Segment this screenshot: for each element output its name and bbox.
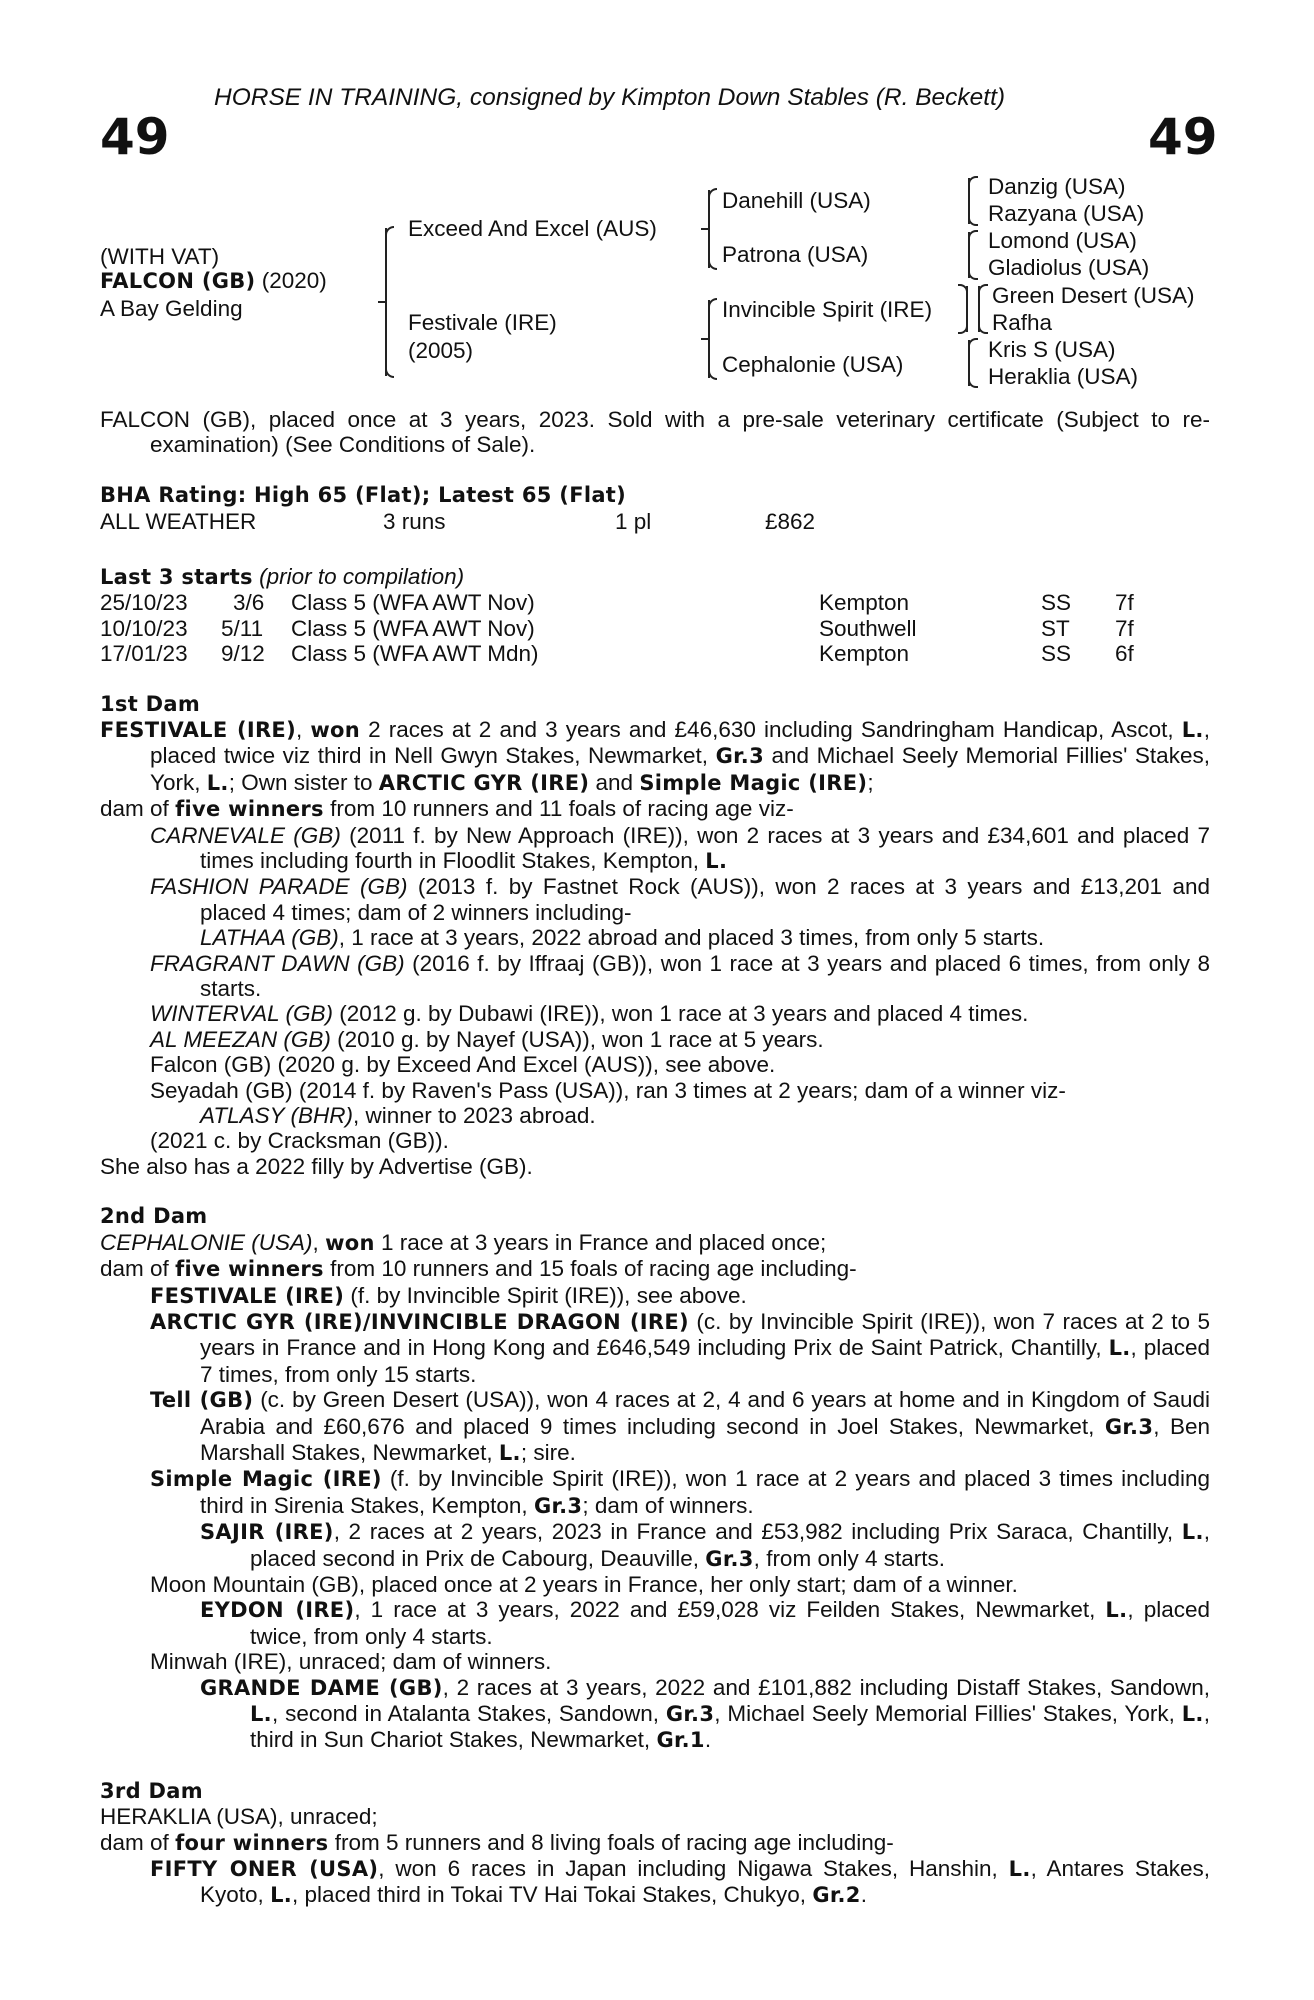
start-distance: 7f [1115,590,1134,616]
starts-note: (prior to compilation) [259,564,465,589]
produce-name: FESTIVALE (IRE) [150,1283,345,1308]
start-distance: 6f [1115,641,1134,667]
dam: Festivale (IRE) [408,310,557,335]
dam-dam-dam: Heraklia (USA) [988,364,1139,389]
produce-text: Moon Mountain (GB), placed once at 2 years in France, her only start; dam of a winner. [150,1571,1018,1597]
dam3-heading: 3rd Dam [100,1778,203,1803]
dam3-text: from 5 runners and 8 living foals of racing age including- [334,1829,894,1855]
produce-name: FASHION PARADE (GB) [150,874,408,900]
produce-text: (2011 f. by New Approach (IRE)), won 2 races at 3 years and £34,601 and placed 7 times including fourth in Floodlit Stakes, Kempton, [200,822,1210,874]
produce-item [100,1078,1210,1103]
produce-item: Tell (GB) (c. by Green Desert (USA)), won 4 races at 2, 4 and 6 years at home and in Kingdom of Saudi Arabia and £60,676 and placed 9 times including second in Joel Stakes, Newmarket, Gr.3, Ben Marshall Stakes, Newmarket, L.; sire. [150,1387,1210,1465]
start-date: 10/10/23 [100,615,188,641]
dam3-name: HERAKLIA (USA), unraced; [100,1804,378,1830]
produce-name: EYDON (IRE) [200,1598,355,1623]
dam-year: (2005) [408,338,474,363]
produce-name: CARNEVALE (GB) [150,822,341,848]
produce-text: (f. by Invincible Spirit (IRE)), see above. [350,1282,747,1308]
horse-name: FALCON (GB) [100,269,256,293]
page-header: HORSE IN TRAINING, consigned by Kimpton Down Stables (R. Beckett) [214,84,1006,111]
dam-sire-sire: Green Desert (USA) [992,283,1195,308]
start-race: Class 5 (WFA AWT Nov) [291,615,535,641]
horse-description: A Bay Gelding [100,296,243,321]
start-date: 25/10/23 [100,590,188,616]
rating-placed: 1 pl [615,508,652,534]
listed-mark: L. [1181,1520,1204,1545]
group3-mark: Gr.3 [705,1546,754,1571]
produce-item [100,925,1210,950]
dam1-won: won [310,717,361,742]
dam-dam: Cephalonie (USA) [722,352,904,377]
dam1-name: FESTIVALE (IRE) [100,717,296,742]
start-date: 17/01/23 [100,641,188,667]
dam-dam-sire: Kris S (USA) [988,337,1116,362]
produce-text: , won 6 races in Japan including Nigawa Stakes, Hanshin, [378,1856,998,1882]
start-race: Class 5 (WFA AWT Nov) [291,590,535,616]
dam1-text: placed twice viz third in Nell Gwyn Stakes, Newmarket, [150,743,709,769]
produce-name: SAJIR (IRE) [200,1520,334,1545]
dam1-text: and Michael Seely Memorial Fillies' Stakes, York, [150,743,1210,795]
produce-name: Tell (GB) [150,1388,254,1413]
dam1-text: from 10 runners and 11 foals of racing age viz- [330,796,794,822]
dam-sire: Invincible Spirit (IRE) [722,297,933,322]
rating-heading: BHA Rating: High 65 (Flat); Latest 65 (Flat) [100,483,627,508]
dam1-winners: five winners [175,797,324,822]
produce-text: second in Atalanta Stakes, Sandown, [285,1701,659,1727]
produce-text: Ben Marshall Stakes, Newmarket, [200,1413,1210,1465]
produce-text: , 1 race at 3 years, 2022 and £59,028 viz Feilden Stakes, Newmarket, [354,1597,1096,1623]
vat-label: (WITH VAT) [100,244,220,269]
rating-prize: £862 [765,508,816,534]
dam2-winners: five winners [175,1257,324,1282]
produce-name: FIFTY ONER (USA) [150,1857,379,1882]
sire-dam-sire: Lomond (USA) [988,228,1137,253]
produce-name: WINTERVAL (GB) [150,1001,333,1027]
start-going: SS [1041,590,1072,616]
start-position: 3/6 [233,590,265,616]
dam2-paragraph: CEPHALONIE (USA), won 1 race at 3 years in France and placed once; [100,1229,827,1255]
rating-surface: ALL WEATHER [100,508,257,534]
brace-ds-right [958,286,968,332]
dam1-sister: Simple Magic (IRE) [639,770,868,795]
produce-text: (f. by Invincible Spirit (IRE)), won 1 race at 2 years and placed 3 times including third in Sirenia Stakes, Kempton, [200,1466,1210,1518]
dam1-produce-intro [100,796,1210,822]
produce-name: AL MEEZAN (GB) [150,1026,331,1052]
produce-item [100,1572,1210,1597]
produce-text: Seyadah (GB) (2014 f. by Raven's Pass (USA)), ran 3 times at 2 years; dam of a winner viz- [150,1077,1066,1103]
horse-brace [385,228,387,376]
dam1-text: dam of [100,796,169,822]
sire: Exceed And Excel (AUS) [408,216,657,241]
produce-text: (2010 g. by Nayef (USA)), won 1 race at 5 years. [337,1026,824,1052]
group3-mark: Gr.3 [665,1702,715,1727]
dam2-name: CEPHALONIE (USA) [100,1229,313,1255]
summary: FALCON (GB), placed once at 3 years, 2023. Sold with a pre-sale veterinary certificate (Subject to re-examination) (See Conditions of Sale). [100,407,1210,458]
dam-sire-dam: Rafha [992,310,1053,335]
produce-item: ARCTIC GYR (IRE)/INVINCIBLE DRAGON (IRE) (c. by Invincible Spirit (IRE)), won 7 races at 2 to 5 years in France and in Hong Kong and £646,549 including Prix de Saint Patrick, Chantilly, L., placed 7 times, from only 15 starts. [150,1308,1210,1387]
start-position: 5/11 [221,615,264,641]
horse-name-line [100,268,327,294]
produce-text: third in Sun Chariot Stakes, Newmarket, [250,1727,651,1753]
dam1-also: She also has a 2022 filly by Advertise (GB). [100,1153,533,1179]
produce-text: placed second in Prix de Cabourg, Deauville, [250,1545,700,1571]
produce-text: (2012 g. by Dubawi (IRE)), won 1 race at 3 years and placed 4 times. [339,1001,1029,1027]
dam3-text: dam of [100,1829,169,1855]
start-row [100,590,1210,615]
brace-sd [968,232,980,278]
dam1-text: 2 races at 2 and 3 years and £46,630 including Sandringham Handicap, Ascot, [368,716,1174,742]
dam1-text: and [595,769,634,795]
dam2-produce-intro [100,1256,1210,1282]
produce-text: Antares Stakes, Kyoto, [200,1856,1210,1908]
produce-item [100,823,1210,875]
group3-mark: Gr.3 [533,1493,583,1518]
produce-item [100,1052,1210,1077]
lot-number-left: 49 [100,108,170,166]
produce-text: (c. by Invincible Spirit (IRE)), won 7 races at 2 to 5 years in France and in Hong Kong and £646,549 including Prix de Saint Patrick, Chantilly, [200,1308,1210,1361]
listed-mark: L. [705,849,728,874]
brace-ss [968,178,980,224]
sire-dam-dam: Gladiolus (USA) [988,255,1150,280]
lot-number-right: 49 [1148,108,1218,166]
start-going: ST [1041,615,1070,641]
produce-text: from only 4 starts. [766,1545,945,1571]
dam-brace [708,300,710,378]
listed-mark: L. [498,1440,521,1465]
catalogue-body [100,407,1210,1909]
produce-item [100,1649,1210,1674]
listed-mark: L. [206,770,229,795]
produce-text: Michael Seely Memorial Fillies' Stakes, York, [727,1701,1175,1727]
listed-mark: L. [1105,1598,1128,1623]
brace-ds [978,286,990,332]
produce-item [100,1128,1210,1153]
start-race: Class 5 (WFA AWT Mdn) [291,641,539,667]
group2-mark: Gr.2 [812,1883,861,1908]
listed-mark: L. [1108,1336,1131,1361]
brace-dd [968,340,980,386]
produce-item [100,874,1210,925]
dam2-text: 1 race at 3 years in France and placed once; [381,1229,827,1255]
produce-text: placed twice, from only 4 starts. [250,1597,1210,1649]
produce-item: GRANDE DAME (GB), 2 races at 3 years, 2022 and £101,882 including Distaff Stakes, Sandown, L., second in Atalanta Stakes, Sandown, Gr.3, Michael Seely Memorial Fillies' Stakes, York, L., third in Sun Chariot Stakes, Newmarket, Gr.1. [200,1674,1210,1753]
produce-text: , winner to 2023 abroad. [352,1103,596,1129]
produce-text: placed 7 times, from only 15 starts. [200,1335,1210,1387]
sire-dam: Patrona (USA) [722,242,869,267]
listed-mark: L. [1181,717,1204,742]
start-row [100,616,1210,641]
produce-text: , 2 races at 3 years, 2022 and £101,882 including Distaff Stakes, Sandown, [442,1674,1210,1700]
produce-text: (2021 c. by Cracksman (GB)). [150,1128,449,1154]
sire-sire-dam: Razyana (USA) [988,201,1145,226]
dam3-winners: four winners [175,1830,329,1855]
produce-text: (2013 f. by Fastnet Rock (AUS)), won 2 races at 3 years and £13,201 and placed 4 times; dam of 2 winners including- [200,874,1210,925]
produce-item: FIFTY ONER (USA), won 6 races in Japan including Nigawa Stakes, Hanshin, L., Antares Stakes, Kyoto, L., placed third in Tokai TV Hai Tokai Stakes, Chukyo, Gr.2. [150,1856,1210,1908]
produce-name: Simple Magic (IRE) [150,1467,382,1492]
produce-item [100,1027,1210,1052]
start-position: 9/12 [221,641,265,667]
start-row [100,641,1210,666]
produce-name: ATLASY (BHR) [200,1103,353,1129]
produce-item [100,1103,1210,1128]
listed-mark: L. [250,1702,272,1727]
produce-text: sire. [533,1439,576,1465]
dam1-heading: 1st Dam [100,691,201,716]
produce-item [100,1283,1210,1309]
produce-name: LATHAA (GB) [200,925,339,951]
produce-name: GRANDE DAME (GB) [200,1675,443,1700]
group3-mark: Gr.3 [715,744,764,769]
listed-mark: L. [270,1883,293,1908]
produce-item: Simple Magic (IRE) (f. by Invincible Spirit (IRE)), won 1 race at 2 years and placed 3 times including third in Sirenia Stakes, Kempton, Gr.3; dam of winners. [150,1466,1210,1518]
produce-item: SAJIR (IRE), 2 races at 2 years, 2023 in France and £53,982 including Prix Saraca, Chantilly, L., placed second in Prix de Cabourg, Deauville, Gr.3, from only 4 starts. [200,1519,1210,1571]
sire-brace [708,190,710,268]
produce-name: FRAGRANT DAWN (GB) [150,950,405,976]
start-distance: 7f [1115,615,1134,641]
dam3-produce-intro [100,1830,1210,1856]
dam2-won: won [325,1230,375,1255]
rating-row [100,509,1210,534]
produce-name: ARCTIC GYR (IRE)/INVINCIBLE DRAGON (IRE) [150,1309,689,1334]
produce-item: EYDON (IRE), 1 race at 3 years, 2022 and £59,028 viz Feilden Stakes, Newmarket, L., placed twice, from only 4 starts. [200,1597,1210,1649]
start-course: Southwell [819,615,917,641]
starts-heading-line [100,564,1210,590]
dam1-text: Own sister to [241,769,373,795]
start-going: SS [1041,641,1072,667]
produce-text: dam of winners. [594,1492,754,1518]
produce-item [100,951,1210,1002]
dam2-text: from 10 runners and 15 foals of racing age including- [330,1256,857,1282]
listed-mark: L. [1181,1702,1204,1727]
dam2-text: dam of [100,1256,169,1282]
rating-runs: 3 runs [383,508,446,534]
produce-text: (c. by Green Desert (USA)), won 4 races at 2, 4 and 6 years at home and in Kingdom of Saudi Arabia and £60,676 and placed 9 times including second in Joel Stakes, Newmarket, [200,1387,1210,1439]
produce-item [100,1001,1210,1026]
listed-mark: L. [1008,1857,1031,1882]
produce-text: placed third in Tokai TV Hai Tokai Stakes, Chukyo, [304,1882,807,1908]
start-course: Kempton [819,641,910,667]
start-course: Kempton [819,590,910,616]
dam2-heading: 2nd Dam [100,1204,208,1229]
dam1-paragraph: FESTIVALE (IRE), won 2 races at 2 and 3 years and £46,630 including Sandringham Handicap, Ascot, L., placed twice viz third in Nell Gwyn Stakes, Newmarket, Gr.3 and Michael Seely Memorial Fillies' Stakes, York, L.; Own sister to ARCTIC GYR (IRE) and Simple Magic (IRE); [100,716,1210,795]
produce-text: Falcon (GB) (2020 g. by Exceed And Excel (AUS)), see above. [150,1052,776,1078]
produce-text: , 1 race at 3 years, 2022 abroad and placed 3 times, from only 5 starts. [338,925,1045,951]
produce-text: , 2 races at 2 years, 2023 in France and £53,982 including Prix Saraca, Chantilly, [333,1519,1174,1545]
produce-text: (2016 f. by Iffraaj (GB)), won 1 race at 3 years and placed 6 times, from only 8 starts. [200,950,1210,1002]
horse-year: (2020) [261,268,327,293]
starts-heading: Last 3 starts [100,565,253,589]
produce-text: Minwah (IRE), unraced; dam of winners. [150,1649,552,1675]
dam1-sister: ARCTIC GYR (IRE) [378,770,590,795]
sire-sire-sire: Danzig (USA) [988,174,1126,199]
sire-sire: Danehill (USA) [722,188,871,213]
group3-mark: Gr.3 [1104,1414,1154,1439]
group1-mark: Gr.1 [656,1728,705,1753]
